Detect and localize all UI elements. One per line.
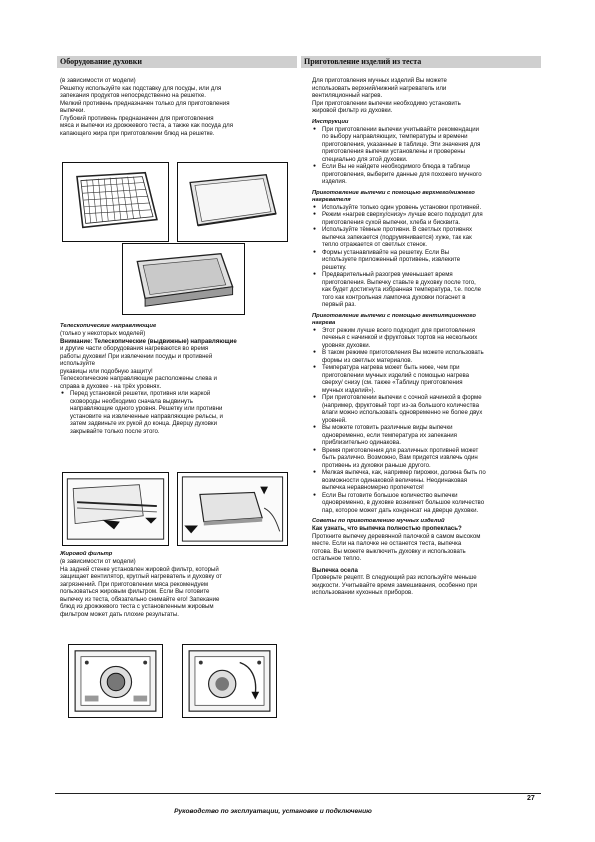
text-line: Мелкий противень предназначен только для приготовления: [60, 99, 230, 107]
text-line: затем задвиньте их рукой до конца. Дверцу духовки: [70, 420, 217, 427]
text-line: остальное тепло.: [312, 555, 362, 562]
tips-question: Как узнать, что выпечка полностью пропеклась?: [312, 525, 462, 532]
text-line: (в зависимости от модели): [60, 77, 136, 84]
rails-tray-insert-illustration: [177, 472, 288, 546]
baking-column: [312, 77, 538, 597]
subheading-telescopic-rails: Телескопические направляющие: [60, 323, 157, 329]
text-line: пользоваться жировым фильтром. Если Вы готовите: [60, 588, 210, 595]
text-line: защищает вентилятор, круглый нагреватель и духовку от: [60, 573, 223, 580]
list-item: ● Режим «нагрев сверху/снизу» лучше всего подходит для приготовления сухой выпечки, хлеба и бисквита.: [312, 211, 538, 226]
text-line: вентиляционный нагрев.: [312, 92, 383, 99]
text-line: (только у некоторых моделей): [60, 330, 146, 337]
text-line: установите на извлеченные направляющие рельсы, и: [70, 412, 223, 420]
list-item: ● Время приготовления для различных противней может быть различно. Возможно, Вам придется извлечь один противень из духовки раньше другого.: [312, 447, 538, 470]
list-item: ● Предварительный разогрев уменьшает время приготовления. Выпечку ставьте в духовку после того, как будет достигнута избранная температура, т.е. после того как контрольная лампочка духовки погаснет в первый раз.: [312, 271, 538, 309]
top-bottom-list: [312, 204, 538, 309]
subheading-top-bottom-heat: Приготовление выпечки с помощью верхнего/нижнего нагревателя: [312, 189, 475, 203]
text-line: Глубокий противень предназначен для приготовления: [60, 114, 214, 122]
text-line: закрывайте только после этого.: [70, 427, 160, 435]
subheading-baking-tips: Советы по приготовлению мучных изделий: [312, 518, 445, 524]
list-item: ● Формы устанавливайте на решетку. Если Вы используете приложенный противень, извлеките решетку.: [312, 249, 538, 272]
page-number: 27: [527, 795, 535, 802]
text-line: и другие части оборудования нагреваются во время: [60, 345, 209, 352]
list-item: ● Если Вы готовите большое количество выпечки одновременно, в духовке возникнет большое количество пар, которое может дать конденсат на дверце духовки.: [312, 492, 538, 515]
text-line: выпечку из теста, обязательно снимайте его! Запекание: [60, 595, 220, 603]
text-line: готова. Вы можете выключить духовку и использовать: [312, 547, 466, 555]
instructions-list: [312, 126, 538, 186]
text-line: используйте: [60, 360, 96, 367]
text-line: капающего жира при приготовлении блюд на решетке.: [60, 129, 215, 137]
text-line: направляющие одного уровня. Решетку или противни: [70, 405, 223, 412]
wire-rack-illustration: [62, 162, 169, 242]
list-item: ● Температура нагрева может быть ниже, чем при приготовлении мучных изделий с помощью нагрева сверху/ снизу (см. также «Таблицу приготовления мучных изделий»).: [312, 364, 538, 394]
text-line: При приготовлении выпечки необходимо установить: [312, 99, 461, 107]
list-item: ● При приготовлении выпечки с сочной начинкой в форме (например, фруктовый торт из-за большого количества влаги можно использовать одновременно не более двух уровней.: [312, 394, 538, 424]
text-line: Для приготовления мучных изделий Вы можете: [312, 77, 447, 84]
text-line: работы духовки! При извлечении посуды и противней: [60, 352, 213, 360]
text-line: На задней стенке установлен жировой фильтр, который: [60, 565, 219, 573]
text-line: Решетку используйте как подставку для посуды, или для: [60, 84, 222, 92]
text-line: запекания продуктов непосредственно на решетке.: [60, 92, 206, 99]
list-item: [60, 390, 296, 435]
text-line: ● Перед установкой решетки, противня или жаркой: [70, 390, 211, 397]
text-line: Телескопические направляющие расположены слева и: [60, 375, 217, 382]
subheading-grease-filter: Жировой фильтр: [60, 551, 113, 557]
text-line: месте. Если на палочке не останется теста, выпечка: [312, 540, 462, 547]
telescopic-rails-section: [60, 323, 296, 435]
warning-line: Внимание: Телескопические (выдвижные) направляющие: [60, 337, 237, 345]
rails-pull-out-illustration: [62, 472, 169, 546]
text-line: загрязнений. При приготовлении мяса рекомендуем: [60, 580, 209, 588]
footer-rule: [55, 793, 541, 794]
text-line: использовать верхний/нижний нагреватель или: [312, 84, 447, 92]
text-line: выпечки.: [60, 107, 86, 114]
text-line: рукавицы или подобную защиту!: [60, 367, 153, 375]
text-line: жидкости. Учитывайте время замешивания, особенно при: [312, 581, 478, 589]
list-item: ● Используйте тёмные противни. В светлых противнях выпечка запекается (подрумянивается) хуже, так как тепло отражается от светлых стенок.: [312, 226, 538, 249]
footer-text: Руководство по эксплуатации, установке и подключению: [174, 808, 372, 815]
subheading-cake-fell: Выпечка осела: [312, 566, 358, 574]
text-line: (в зависимости от модели): [60, 558, 136, 565]
list-item: ● Этот режим лучше всего подходит для приготовления печенья с начинкой и фруктовых тортов на нескольких уровнях духовки.: [312, 327, 538, 350]
equipment-intro: [60, 77, 296, 137]
grease-filter-illustration-left: [68, 644, 163, 718]
text-line: жировой фильтр из духовки.: [312, 107, 393, 114]
list-item: ● Если Вы не найдете необходимого блюда в таблице приготовления, выберите данные для похожего мучного изделия.: [312, 163, 538, 186]
text-line: использовании кухонных приборов.: [312, 589, 413, 596]
list-item: ● При приготовлении выпечки учитывайте рекомендации по выбору направляющих, температуры и времени приготовления, указанные в таблице. Эти значения для приготовления выпечки установлены и проверены специально для этой духовки.: [312, 126, 538, 164]
subheading-fan-heat: Приготовление выпечки с помощью вентиляционного нагрева: [312, 312, 476, 326]
text-line: справа в духовке - на трёх уровнях.: [60, 382, 162, 390]
text-line: Проткните выпечку деревянной палочкой в самом высоком: [312, 532, 481, 540]
list-item: ● Вы можете готовить различные виды выпечки одновременно, если температура их запекания приблизительно одинакова.: [312, 424, 538, 447]
list-item: ● В таком режиме приготовления Вы можете использовать формы из светлых материалов.: [312, 349, 538, 364]
text-line: фильтром может дать плохие результаты.: [60, 610, 180, 618]
subheading-instructions: Инструкции: [312, 118, 349, 125]
grease-filter-illustration-right: [182, 644, 277, 718]
text-line: блюд из дрожжевого теста с установленным жировым: [60, 603, 214, 610]
section-header-baking: Приготовление изделий из теста: [301, 56, 541, 68]
deep-tray-illustration: [122, 243, 245, 315]
list-item: ● Используйте только один уровень установки противней.: [312, 204, 538, 212]
grease-filter-section: [60, 551, 296, 618]
shallow-tray-illustration: [177, 162, 288, 242]
text-line: сковороды необходимо сначала выдвинуть: [70, 397, 193, 405]
section-header-equipment: Оборудование духовки: [57, 56, 297, 68]
list-item: ● Мелкая выпечка, как, например пирожки, должна быть по возможности одинаковой величины. Неодинаковая выпечка неравномерно пропечется!: [312, 469, 538, 492]
text-line: мяса и выпечки из дрожжевого теста, а также как посуда для: [60, 122, 234, 129]
text-line: Проверьте рецепт. В следующий раз используйте меньше: [312, 574, 477, 581]
fan-heat-list: [312, 327, 538, 515]
